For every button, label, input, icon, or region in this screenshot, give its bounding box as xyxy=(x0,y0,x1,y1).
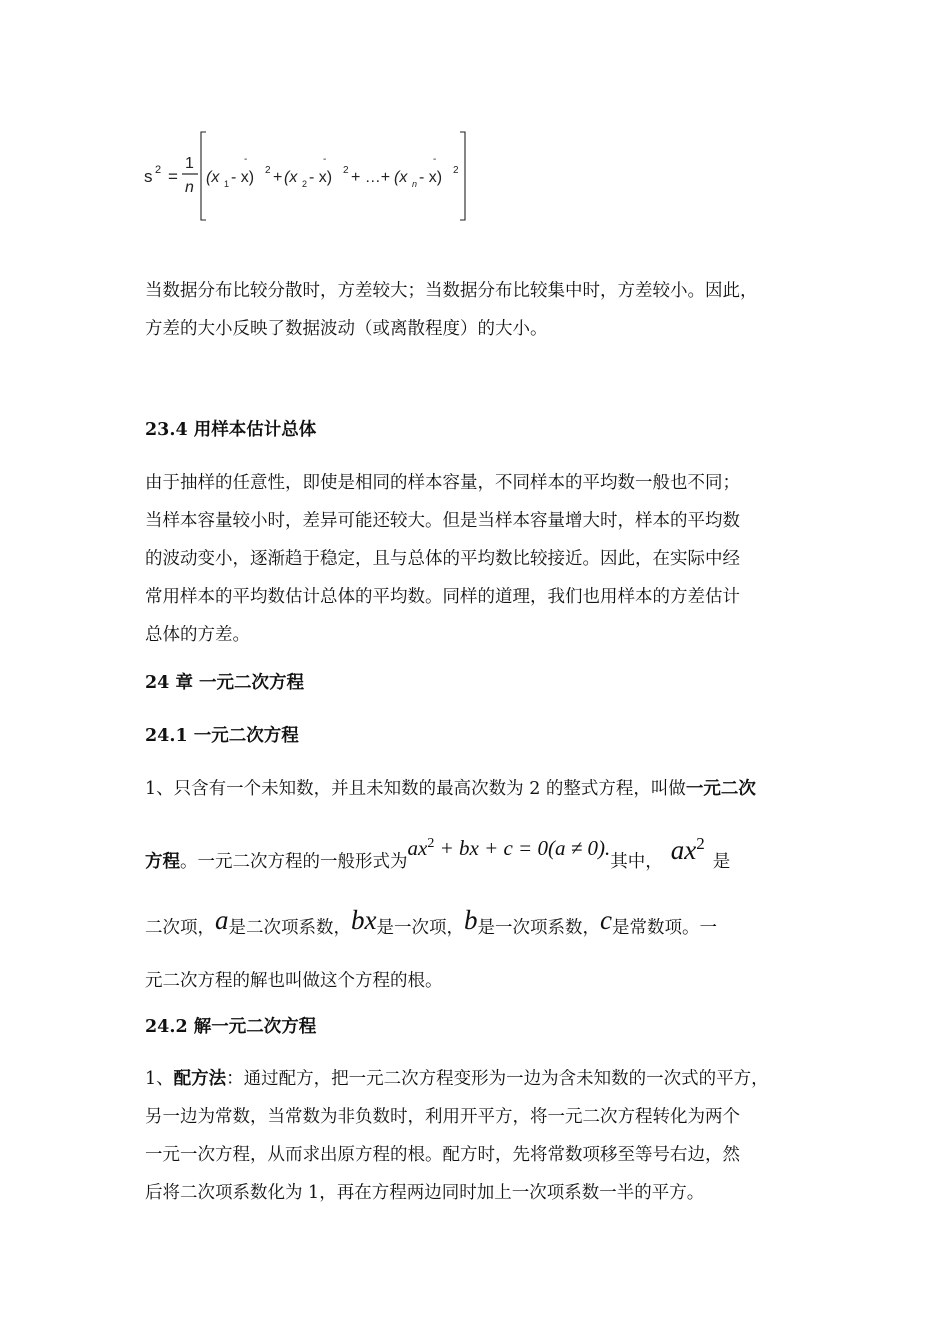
text-run: 其中， xyxy=(610,852,663,872)
bold-term: 方程 xyxy=(145,852,180,872)
ellipsis: + …+ xyxy=(351,169,391,186)
text-line xyxy=(145,770,815,808)
math-c: c xyxy=(599,905,612,935)
section-heading-24-2 xyxy=(145,1012,810,1042)
paragraph-24-1 xyxy=(145,770,815,1000)
formula-den: n xyxy=(185,179,194,196)
text-line: 方差的大小反映了数据波动（或离散程度）的大小。 xyxy=(145,319,548,339)
text-run: 。一元二次方程的一般形式为 xyxy=(180,852,408,872)
text-run: 是 xyxy=(712,852,731,872)
text-line: 另一边为常数，当常数为非负数时，利用开平方，将一元二次方程转化为两个 xyxy=(145,1107,740,1127)
text-run: 1、只含有一个未知数，并且未知数的最高次数为 2 的整式方程，叫做 xyxy=(145,779,686,799)
text-run: 二次项， xyxy=(145,918,215,938)
bold-term: 一元二次 xyxy=(685,779,756,799)
text-line: 常用样本的平均数估计总体的平均数。同样的道理，我们也用样本的方差估计 xyxy=(145,587,740,607)
text-line: 当样本容量较小时，差异可能还较大。但是当样本容量增大时，样本的平均数 xyxy=(145,511,740,531)
variance-paragraph xyxy=(145,272,810,348)
text-line: 一元一次方程，从而求出原方程的根。配方时，先将常数项移至等号右边，然 xyxy=(145,1145,740,1165)
text-run: 是二次项系数， xyxy=(228,918,351,938)
text-line: 后将二次项系数化为 1，再在方程两边同时加上一次项系数一半的平方。 xyxy=(145,1183,705,1203)
math-a: a xyxy=(215,905,229,935)
text-line: 的波动变小，逐渐趋于稳定，且与总体的平均数比较接近。因此，在实际中经 xyxy=(145,549,740,569)
term1-sub: 1 xyxy=(224,179,230,189)
math-b: b xyxy=(463,905,478,935)
bold-term: 配方法 xyxy=(173,1069,227,1089)
text-line xyxy=(145,1060,817,1098)
term1-bar: - xyxy=(244,154,248,165)
right-bracket xyxy=(460,132,465,220)
term2-rest: - x) xyxy=(309,169,333,186)
term2-exp: 2 xyxy=(343,165,349,176)
text-run: 1、 xyxy=(145,1069,174,1089)
heading-text: 24.2 解一元二次方程 xyxy=(145,1017,317,1037)
term3-bar: - xyxy=(433,154,437,165)
text-line: 当数据分布比较分散时，方差较大；当数据分布比较集中时，方差较小。因此， xyxy=(145,281,758,301)
paragraph-24-2 xyxy=(145,1060,817,1212)
heading-text: 23.4 用样本估计总体 xyxy=(145,420,317,440)
text-run: 是一次项系数， xyxy=(477,918,600,938)
term2-open: (x xyxy=(284,169,298,186)
math-bx: bx xyxy=(351,905,377,935)
term2-sub: 2 xyxy=(302,179,308,189)
text-run: 是一次项， xyxy=(376,918,464,938)
paragraph-23-4 xyxy=(145,464,810,654)
term3-sub: n xyxy=(412,179,418,189)
formula-equals: = xyxy=(168,167,178,186)
heading-text: 24.1 一元二次方程 xyxy=(145,726,299,746)
text-line: 由于抽样的任意性，即使是相同的样本容量，不同样本的平均数一般也不同； xyxy=(145,473,740,493)
section-heading-23-4 xyxy=(145,415,810,445)
plus1: + xyxy=(273,169,283,186)
term1-exp: 2 xyxy=(265,165,271,176)
text-line xyxy=(145,894,815,958)
term1-open: (x xyxy=(206,169,220,186)
term1-rest: - x) xyxy=(231,169,255,186)
text-line: 元二次方程的解也叫做这个方程的根。 xyxy=(145,971,443,991)
text-run: 是常数项。一 xyxy=(611,918,717,938)
variance-formula xyxy=(140,128,480,224)
term3-open: (x xyxy=(394,169,408,186)
formula-lhs-exp: 2 xyxy=(155,164,162,176)
section-heading-24-1 xyxy=(145,721,810,751)
heading-text: 24 章 一元二次方程 xyxy=(145,673,305,693)
formula-lhs: s xyxy=(144,167,153,186)
text-line: 总体的方差。 xyxy=(145,625,250,645)
formula-num: 1 xyxy=(185,155,194,172)
general-form-equation: $ax^2$ + bx + c = 0(a ≠ 0). xyxy=(407,836,611,860)
text-run: ：通过配方，把一元二次方程变形为一边为含未知数的一次式的平方， xyxy=(226,1069,769,1089)
term3-exp: 2 xyxy=(453,165,459,176)
term3-rest: - x) xyxy=(419,169,443,186)
term2-bar: - xyxy=(323,154,327,165)
math-ax2: $ax^2$ xyxy=(670,834,705,865)
text-line xyxy=(145,822,815,892)
chapter-heading-24 xyxy=(145,668,810,698)
